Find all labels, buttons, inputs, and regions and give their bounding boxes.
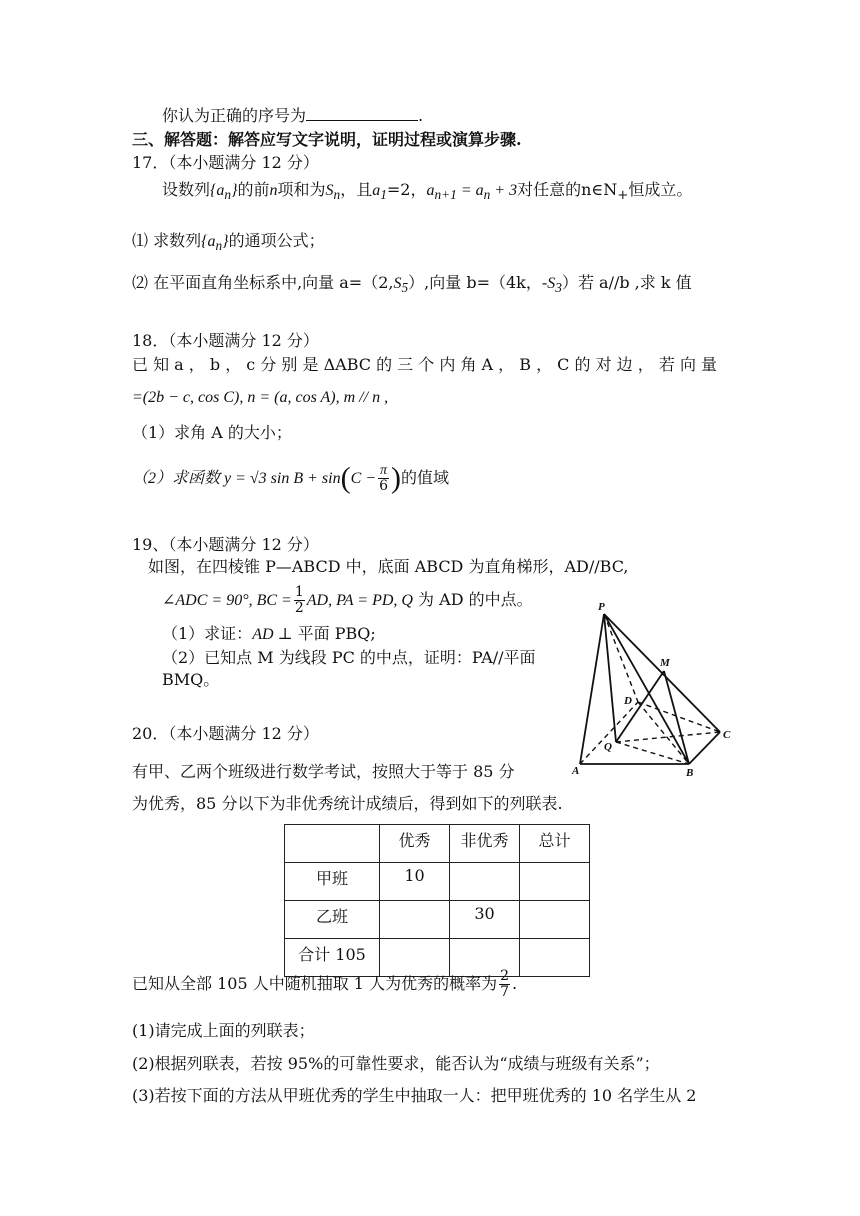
- q20-part1: (1)请完成上面的列联表；: [132, 1021, 315, 1040]
- label-C: C: [723, 729, 731, 741]
- q19-line1: 如图，在四棱锥 P—ABCD 中，底面 ABCD 为直角梯形，AD//BC,: [148, 557, 629, 576]
- q18-inner: C −: [350, 470, 377, 487]
- q20-line1: 有甲、乙两个班级进行数学考试，按照大于等于 85 分: [132, 762, 515, 781]
- table-header-cell: 总计: [520, 825, 590, 863]
- table-cell: [380, 901, 450, 939]
- table-cell: [450, 863, 520, 901]
- q19-two: 2: [294, 600, 304, 616]
- q18-pi: π: [380, 463, 388, 478]
- q20-header: 20．（本小题满分 12 分）: [132, 724, 319, 743]
- q20-prob-text: 已知从全部 105 人中随机抽取 1 人为优秀的概率为: [132, 974, 498, 993]
- q19-one: 1: [294, 584, 304, 600]
- q17-s5: $S_5$: [393, 275, 409, 296]
- section3-heading: 三、解答题：解答应写文字说明，证明过程或演算步骤.: [132, 130, 522, 149]
- table-cell: [520, 939, 590, 977]
- table-row: [285, 901, 590, 939]
- q20-prob-den: 7: [500, 984, 509, 1000]
- q17-stem-f: 对任意的n∈N: [517, 180, 618, 199]
- q17-p1-seq: $\{a_n\}$: [201, 233, 229, 254]
- q17-stem-b: 的前: [237, 180, 270, 199]
- table-cell: 乙班: [285, 901, 380, 939]
- table-cell: 甲班: [285, 863, 380, 901]
- q17-stem-e: =2，: [386, 180, 427, 199]
- label-D: D: [624, 695, 632, 707]
- q17-sn: $S_n$: [325, 182, 341, 203]
- table-row: [285, 863, 590, 901]
- q19-p1b: 平面 PBQ;: [292, 624, 376, 643]
- label-M: M: [660, 657, 670, 669]
- table-header-cell: 非优秀: [450, 825, 520, 863]
- q17-stem-d: ，且: [340, 180, 373, 199]
- q17-p2: ⑵ 在平面直角坐标系中,向量 a=（2,: [132, 273, 394, 292]
- q19-part2b: BMQ。: [162, 670, 220, 689]
- contingency-table: [284, 824, 590, 977]
- q18-six: 6: [379, 478, 388, 494]
- answer-blank: [306, 106, 418, 121]
- table-header-cell: 优秀: [380, 825, 450, 863]
- answer-line: 你认为正确的序号为 .: [162, 106, 424, 125]
- q17-header: 17．（本小题满分 12 分）: [132, 153, 319, 172]
- q19-part1: [162, 624, 376, 645]
- label-Q: Q: [604, 741, 612, 753]
- q19-line2: [162, 582, 533, 618]
- q19-part2: （2）已知点 M 为线段 PC 的中点，证明：PA//平面: [162, 648, 536, 667]
- table-header-row: [285, 825, 590, 863]
- q17-recur: $a_{n+1} = a_n + 3$: [426, 182, 518, 203]
- table-header-cell: [285, 825, 380, 863]
- q17-stem-c: 项和为: [277, 180, 326, 199]
- q18-header: 18．（本小题满分 12 分）: [132, 331, 319, 350]
- q18-func: （2）求函数 y = √3 sin B + sin: [132, 470, 341, 487]
- q19-p1m: AD ⊥: [252, 626, 293, 643]
- table-cell: 30: [450, 901, 520, 939]
- q17-n: n: [269, 182, 278, 199]
- q18-part2: （2）求函数 y = √3 sin B + sin(C − $\frac{\pi}{6}$ )的值域: [132, 461, 450, 495]
- q17-part2: [132, 273, 692, 298]
- q17-seq-an: $\{a_n\}$: [210, 182, 238, 203]
- q18-range: 的值域: [401, 468, 450, 487]
- q20-probability: 已知从全部 105 人中随机抽取 1 人为优秀的概率为 $\frac{2}{7}$ .: [132, 968, 518, 1000]
- q17-p2b: ）,向量 b=（4k，-: [408, 273, 548, 292]
- q19-eq-a: ∠ADC = 90°, BC =: [162, 592, 292, 609]
- q17-s3: $S_3$: [547, 275, 562, 296]
- label-P: P: [598, 601, 605, 613]
- q17-p1b: 的通项公式；: [228, 231, 325, 250]
- q20-line2: 为优秀，85 分以下为非优秀统计成绩后，得到如下的列联表.: [132, 794, 563, 813]
- pyramid-figure: [568, 600, 738, 780]
- table-cell: [520, 863, 590, 901]
- q17-p1: ⑴ 求数列: [132, 231, 202, 250]
- q19-eq-b: AD, PA = PD, Q: [306, 592, 413, 609]
- q20-part3: (3)若按下面的方法从甲班优秀的学生中抽取一人：把甲班优秀的 10 名学生从 2: [132, 1086, 697, 1105]
- q17-stem: 设数列$\{a_n\}$的前n项和为$S_n$，且$a_1=2$，$a_{n+1} = a_n + 3$对任意的$n\in N_+$恒成立。: [162, 180, 693, 204]
- q18-line1: 已 知 a ， b ， c 分 别 是 ΔABC 的 三 个 内 角 A ， B ， C 的 对 边 ， 若 向 量: [132, 355, 718, 374]
- q18-line2: =(2b − c, cos C), n = (a, cos A), m // n ,: [132, 389, 389, 406]
- q17-stem-a: 设数列: [162, 180, 211, 199]
- label-B: B: [686, 767, 694, 779]
- q19-p1a: （1）求证：: [162, 624, 253, 643]
- q20-part2: (2)根据列联表，若按 95%的可靠性要求，能否认为“成绩与班级有关系”；: [132, 1054, 660, 1073]
- label-A: A: [572, 765, 580, 777]
- table-cell: [520, 901, 590, 939]
- q17-stem-g: 恒成立。: [628, 180, 693, 199]
- q18-part1: （1）求角 A 的大小；: [132, 423, 292, 442]
- q17-part1: [132, 231, 325, 256]
- table-cell: 合计 105: [285, 939, 380, 977]
- q17-a1: $a_1$: [372, 182, 387, 203]
- q19-header: 19、（本小题满分 12 分）: [132, 535, 319, 554]
- q20-prob-num: 2: [500, 968, 509, 984]
- q19-eq-c: 为 AD 的中点。: [412, 590, 533, 609]
- table-cell: 10: [380, 863, 450, 901]
- q17-p2c: ）若 a//b ,求 k 值: [561, 273, 692, 292]
- answer-prompt: 你认为正确的序号为: [162, 106, 307, 125]
